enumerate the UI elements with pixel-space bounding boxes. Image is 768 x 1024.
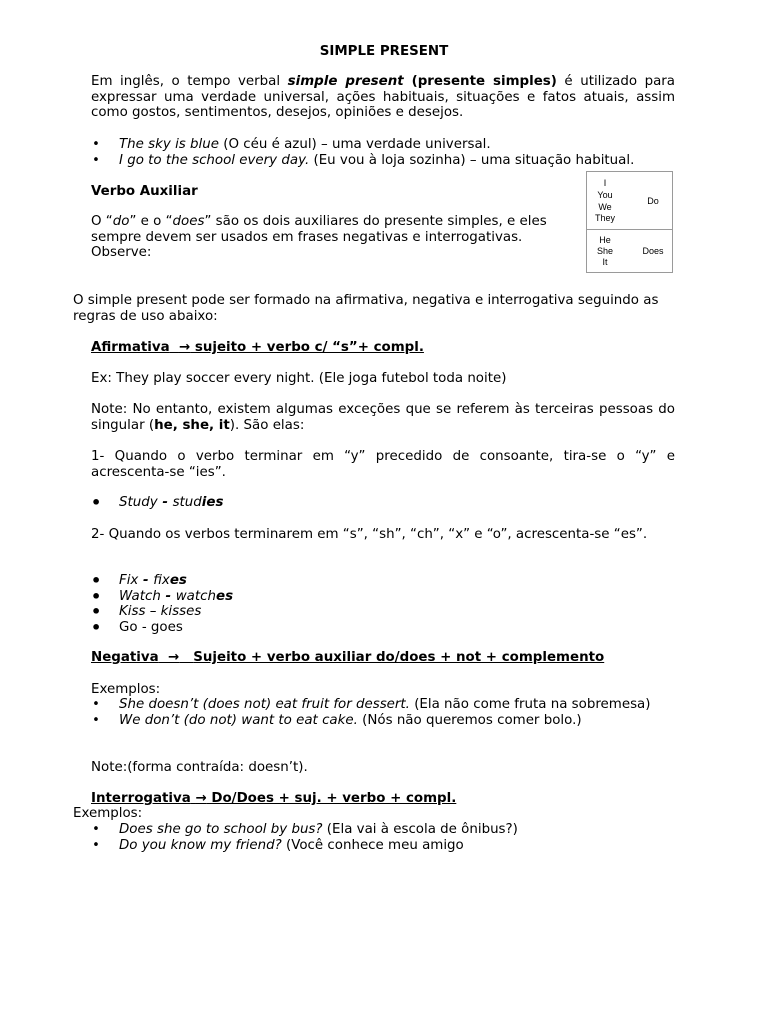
negative-note: Note:(forma contraída: doesn’t).: [91, 760, 308, 775]
list-item: • Does she go to school by bus? (Ela vai à escola de ônibus?): [92, 822, 518, 837]
auxiliary-verb: Do: [647, 196, 659, 206]
list-item: • Kiss – kisses: [91, 602, 202, 621]
bullet-icon: •: [91, 602, 102, 621]
pronoun: I: [603, 178, 607, 188]
auxiliary-table: [586, 171, 673, 273]
negative-examples: [91, 697, 675, 728]
pronoun: She: [596, 246, 613, 256]
intro-paragraph: Em inglês, o tempo verbal simple present (presente simples) é utilizado para expressar uma verdade universal, ações habituais, situações e fatos atuais, assim como gostos, sentimentos, desejos, opiniões e desejos.: [91, 74, 675, 120]
auxiliary-paragraph: O “do” e o “does” são os dois auxiliares do presente simples, e eles sempre devem ser usados em frases negativas e interrogativas. Observe:: [91, 214, 547, 260]
bullet-icon: •: [92, 152, 100, 168]
pronoun: We: [598, 202, 612, 212]
right-arrow-icon: →: [168, 650, 180, 665]
pronoun: He: [599, 235, 611, 245]
interrogative-examples-label: Exemplos:: [73, 806, 143, 821]
bullet-icon: •: [91, 617, 102, 637]
rule-1: 1- Quando o verbo terminar em “y” precedido de consoante, tira-se o “y” e acrescenta-se “ies”.: [91, 449, 675, 480]
list-item: • Fix - fixes: [91, 571, 187, 590]
bullet-icon: •: [92, 697, 100, 712]
affirmative-note: Note: No entanto, existem algumas exceções que se referem às terceiras pessoas do singular (he, she, it). São elas:: [91, 402, 675, 433]
list-item: • The sky is blue (O céu é azul) – uma verdade universal.: [92, 137, 491, 152]
list-item: • She doesn’t (does not) eat fruit for dessert. (Ela não come fruta na sobremesa): [92, 697, 651, 712]
list-item: • I go to the school every day. (Eu vou à loja sozinha) – uma situação habitual.: [92, 152, 635, 168]
rule-1-examples: [91, 495, 675, 511]
bullet-icon: •: [91, 493, 102, 512]
right-arrow-icon: →: [195, 791, 207, 806]
affirmative-heading: Afirmativa → sujeito + verbo c/ “s”+ compl.: [91, 340, 424, 355]
affirmative-example: Ex: They play soccer every night. (Ele joga futebol toda noite): [91, 371, 507, 386]
bullet-icon: •: [92, 822, 100, 837]
list-item: • Study - studies: [91, 493, 224, 512]
bullet-icon: •: [92, 837, 100, 853]
list-item: • Do you know my friend? (Você conhece meu amigo: [92, 837, 464, 853]
bullet-icon: •: [91, 586, 102, 606]
auxiliary-table-row-do: [587, 172, 672, 230]
auxiliary-verb: Does: [642, 246, 664, 256]
pronoun: They: [594, 213, 615, 223]
auxiliary-table-row-does: [587, 230, 672, 272]
negative-examples-label: Exemplos:: [91, 682, 161, 697]
list-item: • Watch - watches: [91, 586, 234, 606]
auxiliary-heading: Verbo Auxiliar: [91, 184, 198, 199]
interrogative-heading: Interrogativa → Do/Does + suj. + verbo + compl.: [91, 791, 457, 806]
rule-2: 2- Quando os verbos terminarem em “s”, “sh”, “ch”, “x” e “o”, acrescenta-se “es”.: [91, 527, 648, 542]
pronoun: It: [602, 257, 608, 267]
interrogative-examples: [91, 822, 675, 853]
right-arrow-icon: →: [178, 340, 191, 355]
rule-2-examples: [91, 573, 675, 635]
bullet-icon: •: [91, 571, 102, 590]
list-item: • We don’t (do not) want to eat cake. (Nós não queremos comer bolo.): [92, 712, 582, 728]
page-title: SIMPLE PRESENT: [319, 44, 449, 59]
rules-intro: O simple present pode ser formado na afirmativa, negativa e interrogativa seguindo as regras de uso abaixo:: [73, 293, 659, 324]
list-item: • Go - goes: [91, 617, 183, 637]
intro-examples-list: [91, 137, 675, 168]
pronoun: You: [597, 190, 613, 200]
bullet-icon: •: [92, 137, 100, 152]
negative-heading: Negativa → Sujeito + verbo auxiliar do/does + not + complemento: [91, 650, 605, 665]
bullet-icon: •: [92, 712, 100, 728]
